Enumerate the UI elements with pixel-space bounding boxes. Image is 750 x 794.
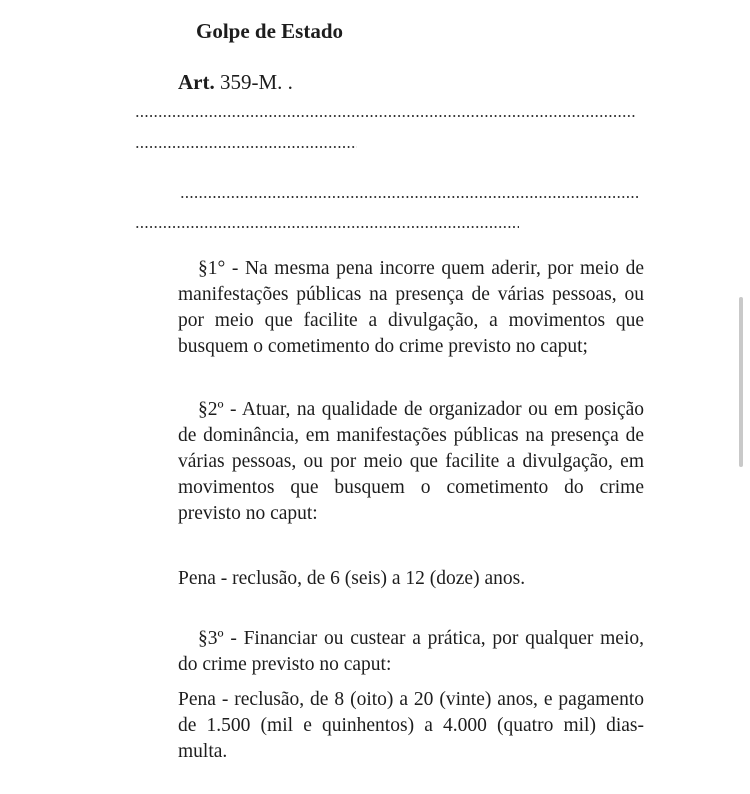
omitted-text-line-2 [135,146,357,148]
omitted-text-line-4 [135,226,519,228]
paragraph-1: §1° - Na mesma pena incorre quem aderir, por meio de manifestações públicas na presença de várias pessoas, ou por meio que facilite a divulgação, a movimentos que busquem o cometimento do crime previsto no caput; [178,258,644,357]
article-heading [178,70,293,95]
article-number: 359-M. . [219,70,293,94]
paragraph-3: §3º - Financiar ou custear a prática, por qualquer meio, do crime previsto no caput: [178,628,644,675]
section-title: Golpe de Estado [196,19,344,43]
scrollbar-thumb[interactable] [739,297,743,467]
omitted-text-line-3 [180,196,640,198]
paragraph-2-penalty: Pena - reclusão, de 6 (seis) a 12 (doze) anos. [178,568,526,589]
article-label: Art. [178,70,215,94]
omitted-text-line-1 [135,115,637,117]
paragraph-2: §2º - Atuar, na qualidade de organizador ou em posição de dominância, em manifestações públicas na presença de várias pessoas, ou por meio que facilite a divulgação, em movimentos que busquem o cometimento do crime previsto no caput: [178,399,644,524]
paragraph-3-penalty: Pena - reclusão, de 8 (oito) a 20 (vinte) anos, e pagamento de 1.500 (mil e quinhentos) a 4.000 (quatro mil) dias-multa. [178,689,644,762]
